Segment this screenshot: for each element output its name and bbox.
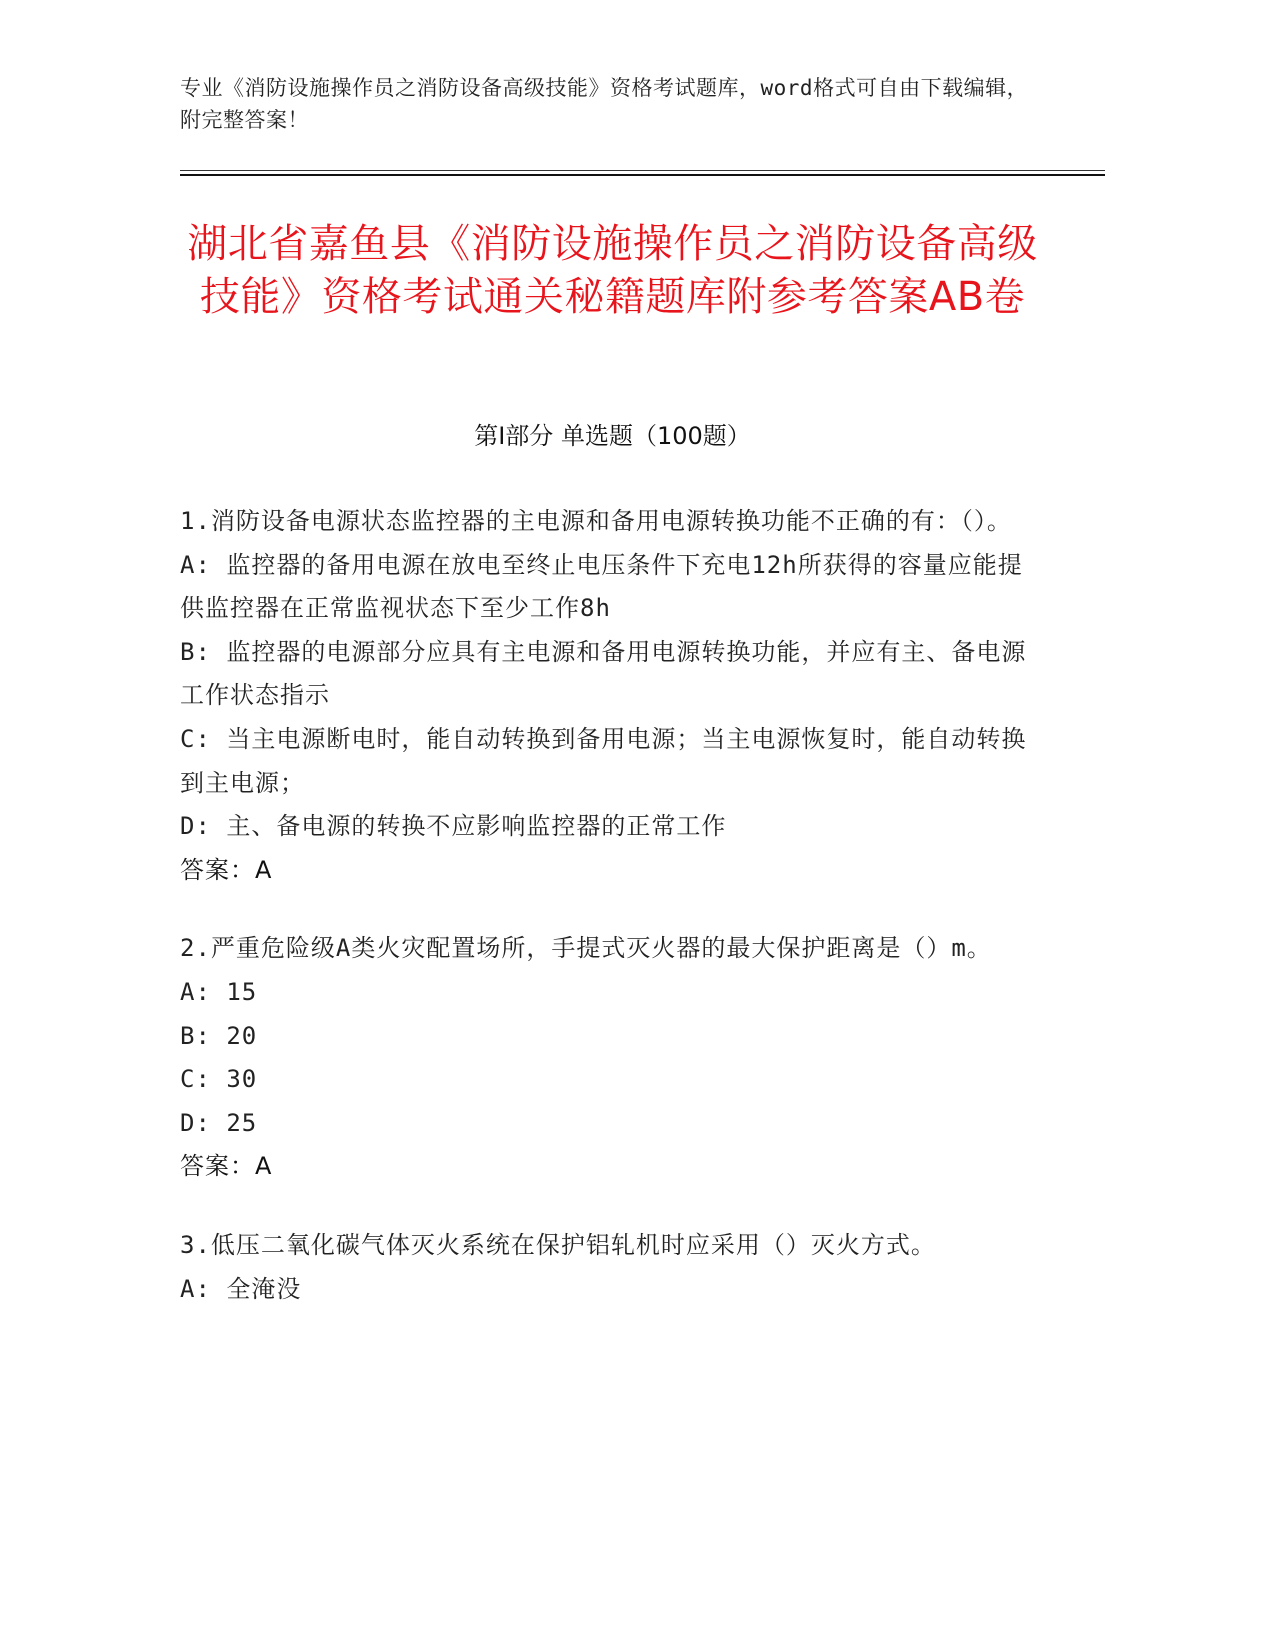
- option-a: A: 监控器的备用电源在放电至终止电压条件下充电12h所获得的容量应能提供监控器在正常监视状态下至少工作8h: [180, 550, 1023, 623]
- header-rule-thin: [180, 170, 1105, 171]
- answer-label: 答案：A: [180, 1152, 273, 1181]
- section-heading: 第I部分 单选题（100题）: [474, 422, 751, 450]
- question-1: [180, 500, 1040, 892]
- question-2: [180, 927, 1040, 1189]
- option-c: C: 当主电源断电时，能自动转换到备用电源；当主电源恢复时，能自动转换到主电源；: [180, 724, 1027, 797]
- header-note: 专业《消防设施操作员之消防设备高级技能》资格考试题库，word格式可自由下载编辑，附完整答案！: [180, 76, 1029, 132]
- option-d: D: 主、备电源的转换不应影响监控器的正常工作: [180, 812, 727, 841]
- question-3: [180, 1224, 1040, 1311]
- question-stem: 3.低压二氧化碳气体灭火系统在保护铝轧机时应采用（）灭火方式。: [180, 1230, 936, 1259]
- option-a: A: 15: [180, 977, 258, 1006]
- option-a: A: 全淹没: [180, 1274, 302, 1303]
- header-rule-thick: [180, 174, 1105, 176]
- option-b: B: 20: [180, 1021, 258, 1050]
- question-stem: 2.严重危险级A类火灾配置场所，手提式灭火器的最大保护距离是（）m。: [180, 934, 992, 963]
- option-b: B: 监控器的电源部分应具有主电源和备用电源转换功能，并应有主、备电源工作状态指示: [180, 637, 1027, 710]
- question-stem: 1.消防设备电源状态监控器的主电源和备用电源转换功能不正确的有：（）。: [180, 507, 1012, 535]
- option-c: C: 30: [180, 1065, 258, 1094]
- answer-label: 答案：A: [180, 855, 273, 884]
- document-title: 湖北省嘉鱼县《消防设施操作员之消防设备高级技能》资格考试通关秘籍题库附参考答案AB卷: [187, 221, 1038, 320]
- question-list: [180, 500, 1040, 1311]
- option-d: D: 25: [180, 1108, 258, 1137]
